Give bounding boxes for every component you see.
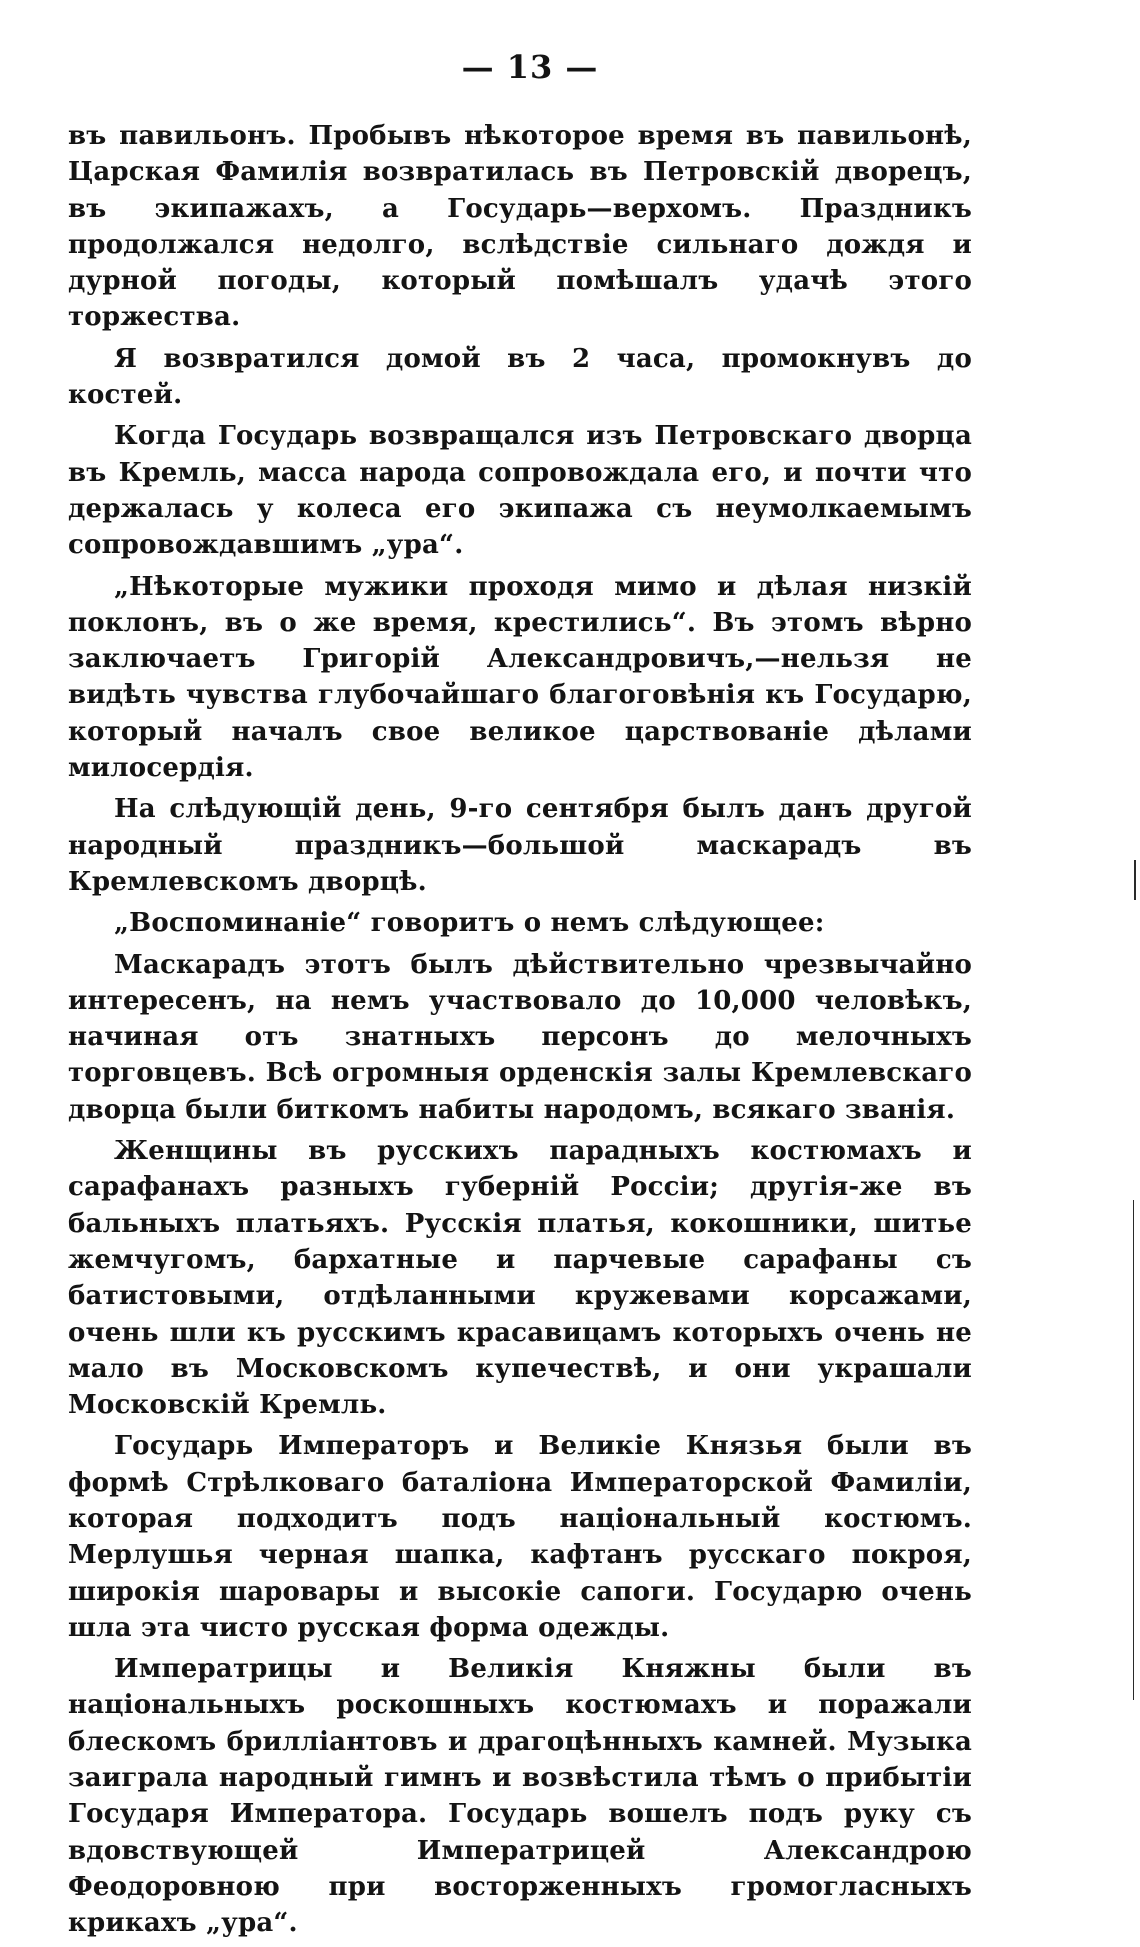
paragraph: Государь Императоръ и Великіе Князья были въ формѣ Стрѣлковаго баталіона Императорской Фамиліи, которая подходитъ подъ національный костюмъ. Мерлушья черная шапка, кафтанъ русскаго покроя, широкія шаровары и высокіе сапоги. Государю очень шла эта чисто русская форма одежды. — [68, 1431, 972, 1643]
paragraph: Когда Государь возвращался изъ Петровскаго дворца въ Кремль, масса народа сопровождала его, и почти что держалась у колеса его экипажа съ неумолкаемымъ сопровождавшимъ „ура“. — [68, 421, 972, 561]
page-edge-mark — [1132, 0, 1140, 1739]
page-number: — 13 — — [461, 48, 599, 86]
page-text — [68, 118, 972, 1947]
paragraph: въ павильонъ. Пробывъ нѣкоторое время въ павильонѣ, Царская Фамилія возвратилась въ Петровскій дворецъ, въ экипажахъ, а Государь—верхомъ. Праздникъ продолжался недолго, вслѣдствіе сильнаго дождя и дурной погоды, который помѣшалъ удачѣ этого торжества. — [68, 121, 972, 333]
paragraph: Женщины въ русскихъ парадныхъ костюмахъ и сарафанахъ разныхъ губерній Россіи; другія-же въ бальныхъ платьяхъ. Русскія платья, кокошники, шитье жемчугомъ, бархатные и парчевые сарафаны съ батистовыми, отдѣланными кружевами корсажами, очень шли къ русскимъ красавицамъ которыхъ очень не мало въ Московскомъ купечествѣ, и они украшали Московскій Кремль. — [68, 1136, 972, 1421]
paragraph: „Нѣкоторые мужики проходя мимо и дѣлая низкій поклонъ, въ о же время, крестились“. Въ этомъ вѣрно заключаетъ Григорій Александровичъ,—нельзя не видѣть чувства глубочайшаго благоговѣнія къ Государю, который началъ свое великое царствованіе дѣлами милосердія. — [68, 571, 972, 784]
paragraph: Императрицы и Великія Княжны были въ національныхъ роскошныхъ костюмахъ и поражали блескомъ брилліантовъ и драгоцѣнныхъ камней. Музыка заиграла народный гимнъ и возвѣстила тѣмъ о прибытіи Государя Императора. Государь вошелъ подъ руку съ вдовствующей Императрицей Александрою Феодоровною при восторженныхъ громогласныхъ крикахъ „ура“. — [68, 1654, 972, 1939]
paragraph: „Воспоминаніе“ говоритъ о немъ слѣдующее: — [114, 908, 825, 939]
paragraph: Я возвратился домой въ 2 часа, промокнувъ до костей. — [68, 343, 972, 411]
paragraph: На слѣдующій день, 9-го сентября былъ данъ другой народный праздникъ—большой маскарадъ въ Кремлевскомъ дворцѣ. — [68, 794, 972, 897]
paragraph: Маскарадъ этотъ былъ дѣйствительно чрезвычайно интересенъ, на немъ участвовало до 10,000 человѣкъ, начиная отъ знатныхъ персонъ до мелочныхъ торговцевъ. Всѣ огромныя орденскія залы Кремлевскаго дворца были биткомъ набиты народомъ, всякаго званія. — [68, 949, 972, 1125]
